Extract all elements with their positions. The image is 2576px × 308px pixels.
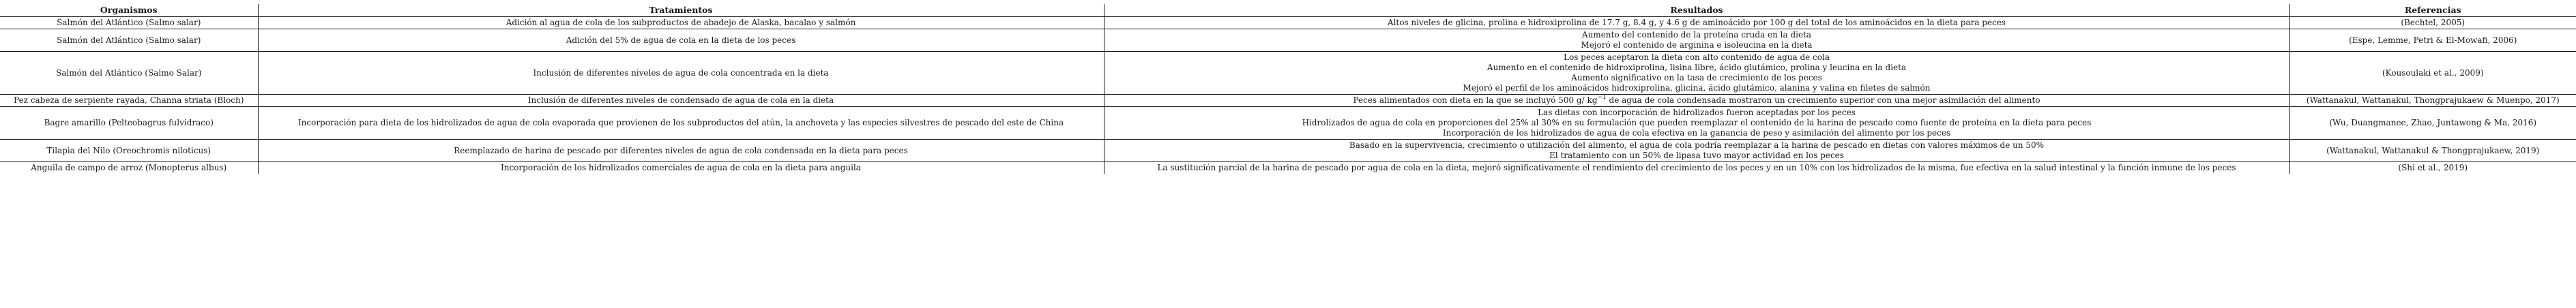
- organism-cell: Anguila de campo de arroz (Monopterus albus): [31, 163, 227, 172]
- organism-cell: Pez cabeza de serpiente rayada, Channa striata (Bloch): [14, 95, 244, 105]
- result-line: [1107, 95, 2287, 106]
- reference-cell: (Shi et al., 2019): [2289, 162, 2576, 174]
- table-row: [0, 52, 2576, 95]
- treatment-cell: Reemplazado de harina de pescado por diferentes niveles de agua de cola condensada en la dieta para peces: [258, 140, 1104, 162]
- table-row: [0, 95, 2576, 107]
- reference-cell: (Wattanakul, Wattanakul & Thongprajukaew, 2019): [2289, 140, 2576, 162]
- results-cell: [1104, 107, 2289, 140]
- reference-cell: (Wu, Duangmanee, Zhao, Juntawong & Ma, 2016): [2289, 107, 2576, 140]
- result-line: Aumento significativo en la tasa de crecimiento de los peces: [1571, 73, 1822, 82]
- organism-cell: Salmón del Atlántico (Salmo salar): [57, 18, 201, 27]
- result-line: Altos niveles de glicina, prolina e hidroxiprolina de 17.7 g, 8.4 g, y 4.6 g de aminoácido por 100 g del total de los aminoácidos en la dieta para peces: [1387, 18, 2006, 27]
- reference-cell: (Wattanakul, Wattanakul, Thongprajukaew & Muenpo, 2017): [2289, 95, 2576, 107]
- header-row: [0, 4, 2576, 17]
- header-organismos: Organismos: [100, 5, 158, 15]
- table-row: [0, 162, 2576, 174]
- header-referencias: Referencias: [2289, 4, 2576, 17]
- organism-cell: Tilapia del Nilo (Oreochromis niloticus): [46, 145, 211, 155]
- result-line: Hidrolizados de agua de cola en proporciones del 25% al 30% en su formulación que pueden reemplazar el contenido de la harina de pescado como fuente de proteína en la dieta para peces: [1302, 118, 2092, 127]
- result-line: Las dietas con incorporación de hidrolizados fueron aceptadas por los peces: [1538, 108, 1856, 117]
- organism-cell: Salmón del Atlántico (Salmo salar): [57, 35, 201, 45]
- result-line: Aumento del contenido de la proteína cruda en la dieta: [1581, 30, 1812, 40]
- result-line: Mejoró el contenido de arginina e isoleucina en la dieta: [1581, 40, 1813, 50]
- table-body: [0, 17, 2576, 174]
- treatment-cell: Incorporación para dieta de los hidrolizados de agua de cola evaporada que provienen de los subproductos del atún, la anchoveta y las especies silvestres de pescado del este de China: [258, 107, 1104, 140]
- results-table: [0, 4, 2576, 174]
- result-line: Aumento en el contenido de hidroxiprolina, lisina libre, ácido glutámico, prolina y leucina en la dieta: [1487, 63, 1907, 72]
- reference-cell: (Espe, Lemme, Petri & El-Mowafi, 2006): [2289, 29, 2576, 52]
- result-line: Basado en la supervivencia, crecimiento o utilización del alimento, el agua de cola podría reemplazar a la harina de pescado en dietas con valores máximos de un 50%: [1349, 140, 2045, 150]
- result-text-before: Peces alimentados con dieta en la que se incluyó 500 g/ kg: [1353, 95, 1598, 105]
- results-cell: [1104, 95, 2289, 107]
- treatment-cell: Adición al agua de cola de los subproductos de abadejo de Alaska, bacalao y salmón: [258, 17, 1104, 29]
- table-header: [0, 4, 2576, 17]
- header-tratamientos: Tratamientos: [258, 4, 1104, 17]
- organism-cell: Bagre amarillo (Pelteobagrus fulvidraco): [44, 118, 214, 127]
- results-cell: [1104, 29, 2289, 52]
- organism-cell: Salmón del Atlántico (Salmo Salar): [56, 67, 202, 78]
- header-resultados: Resultados: [1104, 4, 2289, 17]
- results-cell: [1104, 52, 2289, 95]
- results-cell: [1104, 140, 2289, 162]
- table-row: [0, 29, 2576, 52]
- treatment-cell: Adición del 5% de agua de cola en la dieta de los peces: [258, 29, 1104, 52]
- table-row: [0, 17, 2576, 29]
- results-cell: [1104, 162, 2289, 174]
- treatment-cell: Incorporación de los hidrolizados comerciales de agua de cola en la dieta para anguila: [258, 162, 1104, 174]
- treatment-cell: Inclusión de diferentes niveles de condensado de agua de cola en la dieta: [258, 95, 1104, 107]
- reference-cell: (Bechtel, 2005): [2289, 17, 2576, 29]
- treatment-cell: Inclusión de diferentes niveles de agua de cola concentrada en la dieta: [258, 52, 1104, 95]
- results-cell: [1104, 17, 2289, 29]
- result-line: La sustitución parcial de la harina de pescado por agua de cola en la dieta, mejoró significativamente el rendimiento del crecimiento de los peces y en un 10% con los hidrolizados de la misma, fue efectiva en la salud intestinal y la función inmune de los peces: [1157, 163, 2236, 172]
- result-text-after: de agua de cola condensada mostraron un crecimiento superior con una mejor asimilación del alimento: [1606, 95, 2040, 105]
- result-line: El tratamiento con un 50% de lipasa tuvo mayor actividad en los peces: [1549, 151, 1844, 160]
- table-row: [0, 140, 2576, 162]
- result-line: Mejoró el perfil de los aminoácidos hidroxiprolina, glicina, ácido glutámico, alanina y valina en filetes de salmón: [1463, 83, 1931, 93]
- result-line: Los peces aceptaron la dieta con alto contenido de agua de cola: [1564, 52, 1830, 62]
- result-exponent: −1: [1597, 94, 1607, 101]
- reference-cell: (Kousoulaki et al., 2009): [2289, 52, 2576, 95]
- result-line: Incorporación de los hidrolizados de agua de cola efectiva en la ganancia de peso y asimilación del alimento por los peces: [1442, 128, 1951, 138]
- table-row: [0, 107, 2576, 140]
